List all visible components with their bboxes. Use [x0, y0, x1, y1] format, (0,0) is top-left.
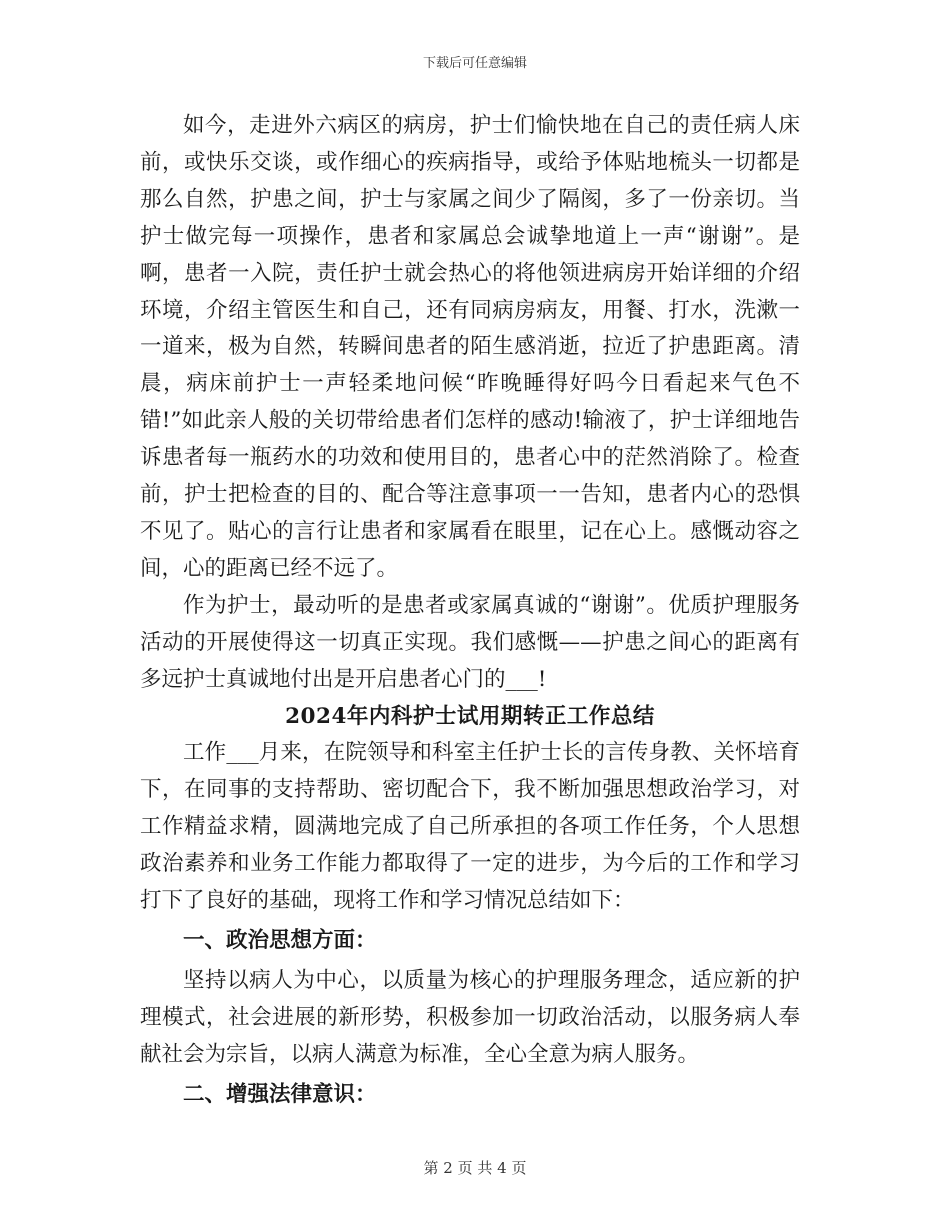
page-header: 下载后可任意编辑	[422, 56, 527, 71]
section-heading-law: 二、增强法律意识：	[183, 1081, 377, 1107]
paragraph-thanks: 作为护士，最动听的是患者或家属真诚的“谢谢”。优质护理服务活动的开展使得这一切真正实现。我们感慨——护患之间心的距离有多远护士真诚地付出是开启患者心门的___!	[140, 592, 800, 692]
page-footer: 第 2 页 共 4 页	[423, 1159, 527, 1177]
paragraph-intro: 工作___月来，在院领导和科室主任护士长的言传身教、关怀培育下，在同事的支持帮助、密切配合下，我不断加强思想政治学习，对工作精益求精，圆满地完成了自己所承担的各项工作任务，个人思想政治素养和业务工作能力都取得了一定的进步，为今后的工作和学习打下了良好的基础，现将工作和学习情况总结如下：	[140, 740, 800, 914]
paragraph-ward-description: 如今，走进外六病区的病房，护士们愉快地在自己的责任病人床前，或快乐交谈，或作细心的疾病指导，或给予体贴地梳头一切都是那么自然，护患之间，护士与家属之间少了隔阂，多了一份亲切。当护士做完每一项操作，患者和家属总会诚挚地道上一声“谢谢”。是啊，患者一入院，责任护士就会热心的将他领进病房开始详细的介绍环境，介绍主管医生和自己，还有同病房病友，用餐、打水，洗漱一一道来，极为自然，转瞬间患者的陌生感消逝，拉近了护患距离。清晨，病床前护士一声轻柔地问候“昨晚睡得好吗今日看起来气色不错!”如此亲人般的关切带给患者们怎样的感动!输液了，护士详细地告诉患者每一瓶药水的功效和使用目的，患者心中的茫然消除了。检查前，护士把检查的目的、配合等注意事项一一告知，患者内心的恐惧不见了。贴心的言行让患者和家属看在眼里，记在心上。感慨动容之间，心的距离已经不远了。	[140, 113, 800, 581]
document-body	[140, 108, 800, 1116]
document-title: 2024年内科护士试用期转正工作总结	[285, 703, 655, 729]
paragraph-politics: 坚持以病人为中心，以质量为核心的护理服务理念，适应新的护理模式，社会进展的新形势，积极参加一切政治活动，以服务病人奉献社会为宗旨，以病人满意为标准，全心全意为病人服务。	[140, 967, 800, 1067]
section-heading-politics: 一、政治思想方面：	[183, 927, 377, 953]
